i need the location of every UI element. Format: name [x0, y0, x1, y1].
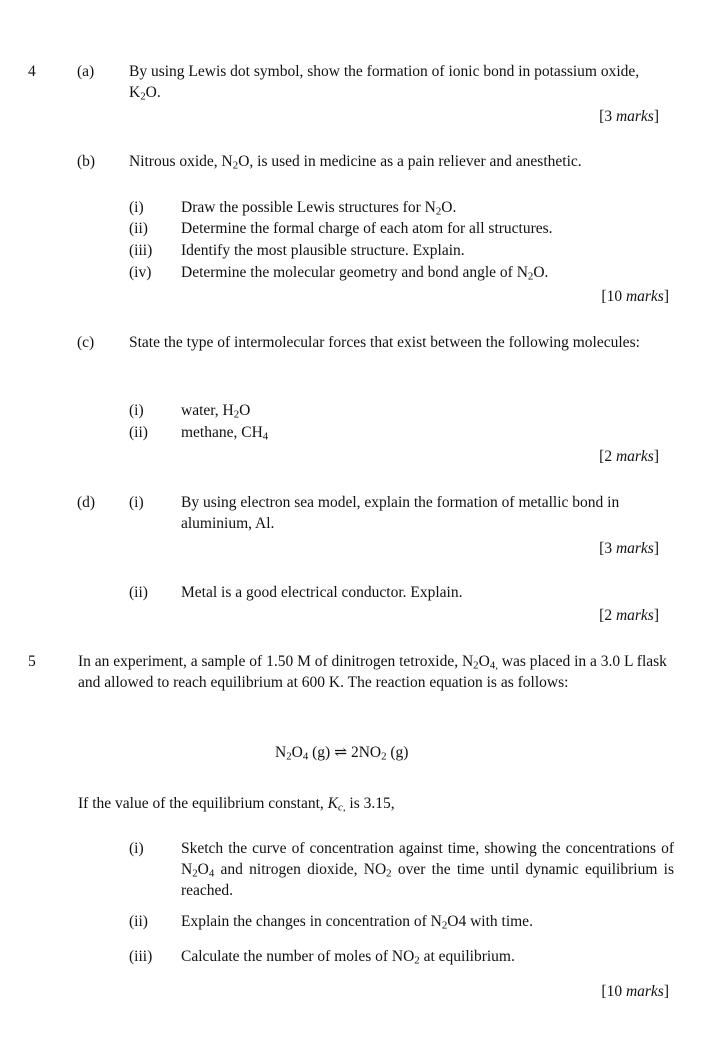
q5-marks: [10 marks] — [601, 983, 669, 1000]
q5-intro: In an experiment, a sample of 1.50 M of dinitrogen tetroxide, $N_2O_{4,}$ was placed in a 3.0 L flask and allowed to reach equilibrium at 600 K. The reaction equation is as follows: — [78, 653, 667, 691]
question-5-number: 5 — [28, 653, 36, 670]
q4d-label: (d) — [77, 494, 96, 511]
q4c-label: (c) — [77, 334, 95, 351]
q4b-item-iv-text: Determine the molecular geometry and bond angle of $N_2O$. — [181, 264, 549, 283]
q4d-item-ii-text: Metal is a good electrical conductor. Explain. — [181, 584, 463, 601]
q4b-marks: [10 marks] — [601, 288, 669, 305]
q5-equation: $N_2O_4$ (g) ⇌ $2NO_2$ (g) — [275, 744, 409, 763]
q4d-ii-marks: [2 marks] — [599, 607, 659, 624]
q5-item-i-num: (i) — [129, 840, 144, 857]
q5-item-iii-text: Calculate the number of moles of $NO_2$ at equilibrium. — [181, 948, 515, 967]
q4b-item-iii-num: (iii) — [129, 242, 153, 259]
q4a-marks: [3 marks] — [599, 108, 659, 125]
equilibrium-arrow: ⇌ — [334, 744, 348, 761]
q4a-text: By using Lewis dot symbol, show the formation of ionic bond in potassium oxide, $K_2O$. — [129, 63, 640, 103]
q4c-marks: [2 marks] — [599, 448, 659, 465]
q4b-item-ii-num: (ii) — [129, 220, 148, 237]
question-4-number: 4 — [28, 63, 36, 80]
q4c-item-i-num: (i) — [129, 402, 144, 419]
q4b-item-i-num: (i) — [129, 199, 144, 216]
q4d-item-i-text: By using electron sea model, explain the formation of metallic bond in aluminium, Al. — [181, 494, 620, 532]
q4c-text: State the type of intermolecular forces that exist between the following molecules: — [129, 334, 640, 351]
q4d-item-i-num: (i) — [129, 494, 144, 511]
q5-item-ii-num: (ii) — [129, 913, 148, 930]
q5-item-i-text: Sketch the curve of concentration against time, showing the concentrations of $N_2O_4$ and nitrogen dioxide, $NO_2$ over the time until dynamic equilibrium is reached. — [181, 840, 674, 899]
q4c-item-ii-num: (ii) — [129, 424, 148, 441]
q4b-item-iv-num: (iv) — [129, 264, 152, 281]
q4d-item-ii-num: (ii) — [129, 584, 148, 601]
q4b-label: (b) — [77, 153, 96, 170]
q4b-item-i-text: Draw the possible Lewis structures for $N_2O$. — [181, 199, 457, 218]
q4b-item-iii-text: Identify the most plausible structure. Explain. — [181, 242, 465, 259]
q5-condition: If the value of the equilibrium constant, $K_{c,}$ is 3.15, — [78, 795, 395, 814]
q4a-label: (a) — [77, 63, 95, 80]
q4b-item-ii-text: Determine the formal charge of each atom for all structures. — [181, 220, 553, 237]
q4c-item-ii-text: methane, $CH_4$ — [181, 424, 269, 443]
q4c-item-i-text: water, $H_2O$ — [181, 402, 251, 421]
q5-item-iii-num: (iii) — [129, 948, 153, 965]
q4b-intro: Nitrous oxide, $N_2O$, is used in medicine as a pain reliever and anesthetic. — [129, 153, 582, 172]
q4d-i-marks: [3 marks] — [599, 540, 659, 557]
q5-item-ii-text: Explain the changes in concentration of $N_2O4$ with time. — [181, 913, 533, 932]
